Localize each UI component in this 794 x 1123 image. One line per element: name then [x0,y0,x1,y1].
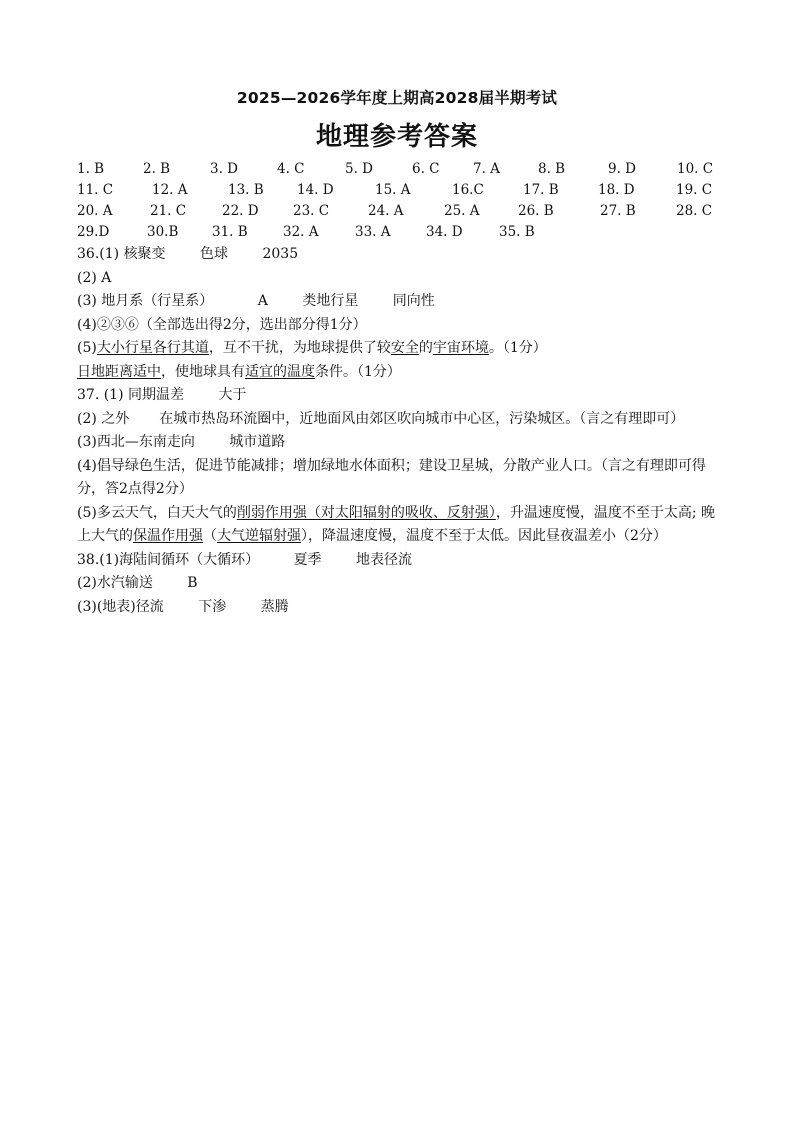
mc-answer: 35. B [499,224,535,240]
answer-text: (5)多云天气，白天大气的 [77,504,237,521]
mc-answer: 32. A [283,224,319,240]
mc-answer: 3. D [210,161,238,177]
answer-text: 城市道路 [229,434,286,450]
answer-text: B [187,575,198,591]
mc-answer: 7. A [473,161,500,177]
q37-part3 [77,431,727,455]
q38-part1 [77,549,727,573]
mc-answer: 8. B [538,161,566,177]
answer-text: A [257,293,268,309]
answer-text: （ [203,528,217,544]
mc-answer: 23. C [293,203,330,219]
answer-text: 蒸腾 [260,598,289,615]
mc-answer: 13. B [228,182,264,198]
answer-text: 之外 [101,410,130,427]
part-label: (3) [77,293,97,309]
answer-text: 2035 [262,246,299,262]
answer-text: 的 [418,340,433,356]
exam-subtitle: 2025—2026学年度上期高2028届半期考试 [236,89,558,107]
mc-answer: 6. C [412,161,440,177]
mc-answer: 30.B [147,224,179,240]
answer-text: ），降温速度慢，温度不至于太低。因此昼夜温差小（2分） [301,528,667,544]
mc-answer: 27. B [600,203,636,219]
underlined-key-point: 保温作用强 [133,528,203,544]
q37-part4: (4)倡导绿色生活，促进节能减排；增加绿地水体面积；建设卫星城，分散产业人口。（言之有理即可得分，答2点得2分） [77,457,706,497]
mc-answer: 26. B [518,203,554,219]
q36-part4: (4)②③⑥（全部选出得2分，选出部分得1分） [77,316,367,333]
mc-answer: 5. D [345,161,373,177]
q37-part2 [77,408,727,432]
answer-text: 类地行星 [302,293,359,309]
part-label: (3)西北—东南走向 [77,434,195,450]
answer-text: 夏季 [293,551,322,568]
q36-part2: (2) A [77,269,112,286]
answer-text: 大于 [218,387,247,403]
mc-answer: 22. D [222,203,259,219]
q37-part5 [77,502,727,549]
answer-text: 下渗 [198,598,227,615]
underlined-key-point: 安全 [390,340,419,356]
mc-answer: 10. C [677,161,714,177]
answer-text: 地月系（行星系） [101,293,214,309]
part-label: (2) [77,410,97,427]
mc-answer: 20. A [77,203,113,219]
part-label: 38.(1)海陆间循环（大循环） [77,551,260,568]
mc-answer: 19. C [676,182,713,198]
mc-answer: 1. B [77,161,105,177]
underlined-key-point: 宇宙环境 [432,340,489,356]
mc-answer: 29.D [77,224,110,240]
mc-answer: 11. C [77,182,114,198]
part-label: 37. (1) [77,387,124,403]
mc-row [77,161,727,182]
underlined-key-point: 日地距离适中 [77,363,161,380]
mc-answer: 2. B [143,161,171,177]
mc-answer: 9. D [608,161,636,177]
q36-part3 [77,290,727,314]
underlined-key-point: 削弱作用强（对太阳辐射的吸收、反射强） [236,504,496,521]
answer-text: 同向性 [392,293,435,309]
mc-answer: 17. B [523,182,559,198]
part-label: (5) [77,340,97,356]
mc-answer: 34. D [426,224,463,240]
answer-text: 。（1分） [488,340,547,356]
underlined-key-point: 适宜的温度 [245,363,315,380]
underlined-key-point: 大气逆辐射强 [217,528,301,544]
answer-text: 在城市热岛环流圈中，近地面风由郊区吹向城市中心区，污染城区。（言之有理即可） [159,410,685,427]
answer-text: 条件。（1分） [315,363,401,380]
mc-answer: 14. D [297,182,334,198]
mc-answer: 18. D [598,182,635,198]
q36-part1 [77,243,727,267]
answer-text: ，升温速度慢，温度不至于太高; 晚上大气的 [77,504,716,544]
mc-answer: 28. C [676,203,713,219]
mc-answer: 24. A [368,203,404,219]
mc-answer: 25. A [444,203,480,219]
answer-text: ，使地球具有 [161,363,245,380]
q38-part2 [77,572,727,596]
q38-part3 [77,596,727,620]
mc-answer: 12. A [152,182,188,198]
mc-answer: 21. C [150,203,187,219]
q36-part5 [77,337,727,361]
underlined-key-point: 大小行星各行其道 [96,340,209,356]
part-label: (3)(地表)径流 [77,598,164,615]
part-label: (2)水汽输送 [77,575,153,591]
mc-row [77,182,727,203]
q37-part1 [77,384,727,408]
mc-answer: 15. A [375,182,411,198]
page-title: 地理参考答案 [315,122,478,152]
mc-answer: 16.C [452,182,484,198]
answer-text: 同期温差 [128,387,184,403]
written-answers [77,243,727,619]
answer-text: ，互不干扰，为地球提供了较 [208,340,391,356]
multiple-choice-answers [77,161,727,245]
answer-text: 核聚变 [123,246,166,262]
part-label: 36.(1) [77,246,120,262]
mc-row [77,203,727,224]
answer-text: 地表径流 [356,551,413,568]
answer-text: 色球 [200,246,229,262]
mc-answer: 4. C [277,161,305,177]
mc-answer: 33. A [355,224,391,240]
mc-answer: 31. B [212,224,248,240]
q36-part5-continued [77,361,727,385]
mc-row [77,224,727,245]
